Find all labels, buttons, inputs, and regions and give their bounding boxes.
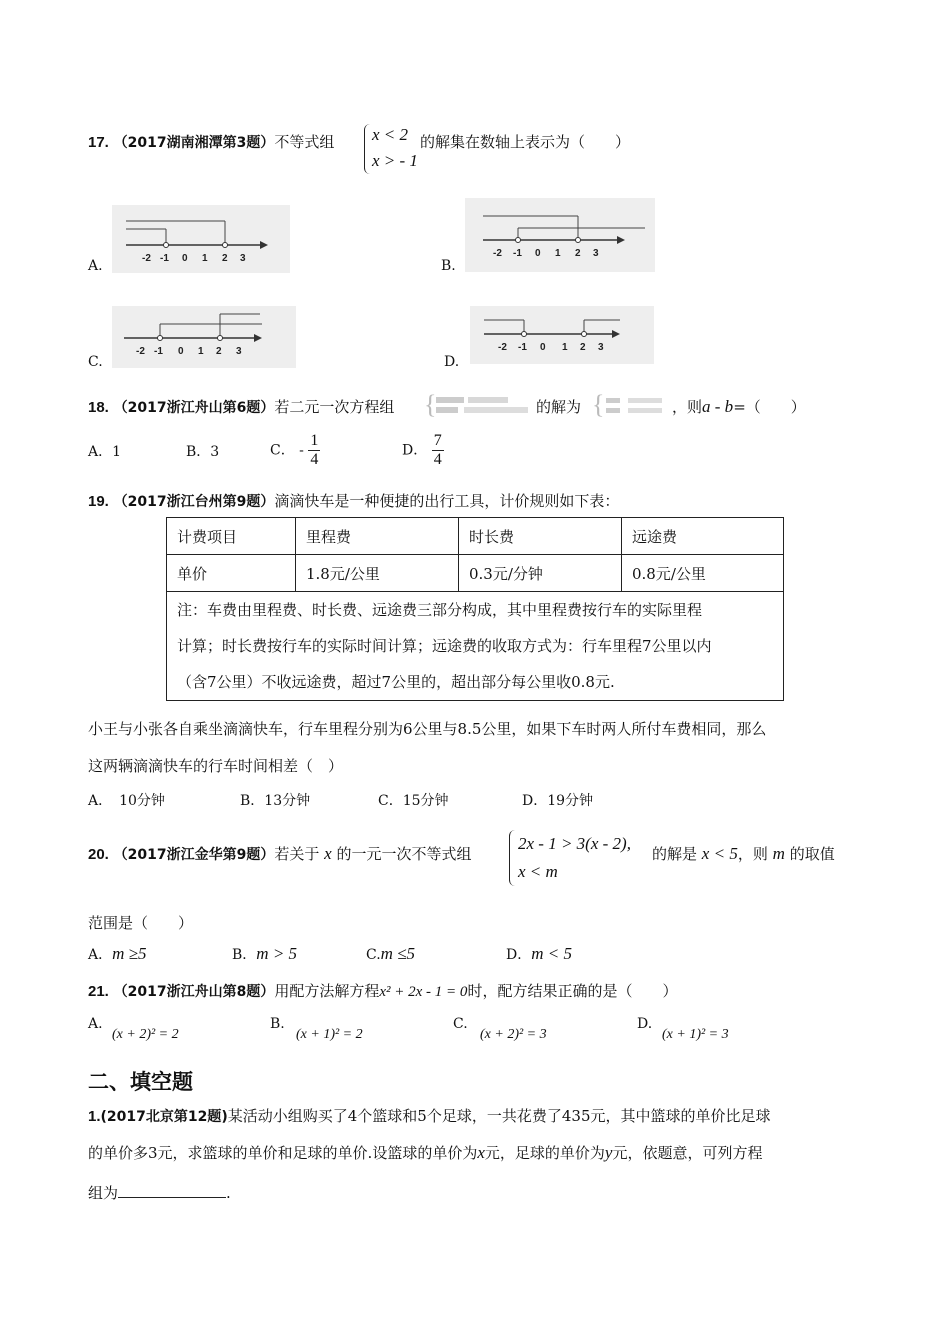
q18-mid: 的解为 [536,398,582,416]
tick-label: 3 [598,342,604,353]
q21-tail: 时，配方结果正确的是（ ） [467,982,678,1000]
q20-system-line2: x < m [518,862,558,881]
q17-number: 17. [88,134,109,151]
tick-label: 0 [178,346,184,357]
tick-label: 2 [222,253,228,264]
q18-tail-b: =（ ） [733,398,806,416]
open-dot-minus1 [164,243,169,248]
open-dot-minus1 [516,238,521,243]
q20-system-line1: 2x - 1 > 3(x - 2), [518,834,631,853]
q20-stem-b: 的一元一次不等式组 [336,845,472,863]
table-note-line: 注：车费由里程费、时长费、远途费三部分构成，其中里程费按行车的实际里程 [177,601,703,619]
numerator: 7 [433,432,442,449]
open-dot-minus1 [522,332,527,337]
q17-system-line2: x > - 1 [372,151,418,170]
fill-q1-number: 1. [88,1108,101,1125]
tick-label: -1 [518,342,527,353]
tick-label: -2 [498,342,507,353]
fill-q1-text3: 组为 [88,1184,119,1202]
q20-option-b[interactable] [232,944,297,964]
tick-label: 3 [236,346,242,357]
q18-equation-system-image [424,393,536,419]
tick-label: 3 [240,253,246,264]
q20-option-a-label: A． [88,947,113,963]
q19-stem-line [88,490,619,511]
table-header-cell: 远途费 [622,518,784,555]
q20-option-b-math: m > 5 [256,944,298,963]
fill-q1-line3 [88,1182,231,1203]
q17-option-b-label[interactable]: B. [441,258,456,274]
tick-label: 2 [580,342,586,353]
q18-option-c-fraction [308,432,320,469]
q20-tail-a: ，则 [737,845,768,863]
denominator: 4 [310,451,319,468]
tick-label: 3 [593,248,599,259]
q20-var-x: x [324,844,332,863]
q19-fee-table [166,517,784,701]
q17-option-d-label[interactable]: D. [444,354,460,370]
q17-system [372,122,418,174]
brace-glyph: { [424,393,437,419]
tick-label: 2 [575,248,581,259]
table-note-row [167,592,784,701]
q21-number: 21. [88,983,109,1000]
denominator: 4 [433,451,442,468]
q18-option-c-sign: - [299,442,304,459]
tick-label: 0 [535,248,541,259]
q18-source: （2017浙江舟山第6题） [113,400,275,416]
q20-tail [652,843,835,864]
q21-option-c-math[interactable]: (x + 2)² = 3 [480,1027,547,1042]
q20-option-a[interactable] [88,944,146,964]
tick-label: -2 [142,253,151,264]
tick-label: 0 [540,342,546,353]
table-note-line: 计算；时长费按行车的实际时间计算；远途费的收取方式为：行车里程7公里以内 [177,637,712,655]
tick-label: -1 [160,253,169,264]
axis-arrow [612,330,620,338]
q17-stem-line [88,131,334,152]
table-header-cell: 时长费 [459,518,622,555]
tick-label: 1 [202,253,208,264]
q18-option-d-label: D． [402,442,428,459]
tick-label: 1 [562,342,568,353]
q17-option-b-numberline[interactable] [465,198,655,272]
table-note-cell [167,592,784,701]
q21-option-a-math[interactable]: (x + 2)² = 2 [112,1027,179,1042]
fill-q1-answer-blank[interactable] [118,1183,226,1198]
fill-q1-source: (2017北京第12题) [100,1109,228,1125]
table-cell: 0.3元/分钟 [459,555,622,592]
q19-option-a[interactable]: A． 10分钟 [88,793,165,809]
open-dot-2 [218,336,223,341]
fill-q1-text2c: 元，依题意，可列方程 [612,1144,763,1162]
fill-q1-text2b: 元，足球的单价为 [484,1144,605,1162]
q20-tail-b: 的取值 [789,845,835,863]
tick-label: -1 [154,346,163,357]
section-title: 二、填空题 [88,1070,193,1094]
q20-option-c[interactable] [366,944,415,964]
q20-option-d-label: D． [506,947,532,963]
q21-option-c-label[interactable]: C. [453,1016,468,1032]
q20-source: （2017浙江金华第9题） [113,847,275,863]
q21-source: （2017浙江舟山第8题） [113,984,275,1000]
open-dot-2 [582,332,587,337]
axis-arrow [617,236,625,244]
q17-source: （2017湖南湘潭第3题） [113,135,275,151]
q17-system-line1: x < 2 [372,125,409,144]
q21-stem-line [88,980,677,1001]
axis-arrow [254,334,262,342]
fill-q1-var-x: x [477,1143,485,1162]
q20-option-a-math: m ≥5 [112,944,147,963]
table-header-cell: 计费项目 [167,518,296,555]
q20-number: 20. [88,846,109,863]
q21-option-a-label[interactable]: A. [88,1016,103,1032]
open-dot-minus1 [158,336,163,341]
tick-label: -1 [513,248,522,259]
tick-label: -2 [136,346,145,357]
q20-line2: 范围是（ ） [88,914,194,932]
q21-stem: 用配方法解方程 [274,982,380,1000]
q18-option-a[interactable]: A．1 [88,444,122,460]
q18-solution-image [592,393,672,419]
q20-option-d-math: m < 5 [531,944,572,963]
numerator: 1 [310,432,319,449]
table-note-line: （含7公里）不收远途费，超过7公里的，超出部分每公里收0.8元. [177,673,615,691]
q17-stem: 不等式组 [274,133,335,151]
q18-option-c[interactable] [270,432,320,469]
q21-option-d-math[interactable]: (x + 1)² = 3 [662,1027,729,1042]
q20-option-c-math: m ≤5 [380,944,416,963]
table-row [167,555,784,592]
tick-label: -2 [493,248,502,259]
q17-option-c-label[interactable]: C. [88,354,103,370]
open-dot-2 [576,238,581,243]
fill-q1-end: . [226,1184,231,1202]
q18-option-b[interactable]: B．3 [186,444,220,460]
q18-stem: 若二元一次方程组 [274,398,395,416]
fill-q1-line1 [88,1105,771,1126]
q18-option-d[interactable] [402,432,444,469]
table-cell: 1.8元/公里 [296,555,459,592]
q19-body-line2: 这两辆滴滴快车的行车时间相差（ ） [88,757,344,775]
q21-option-d-label[interactable]: D. [637,1016,653,1032]
tick-label: 1 [555,248,561,259]
q17-option-c-numberline[interactable] [112,306,296,368]
q19-option-c[interactable]: C．15分钟 [378,793,449,809]
q19-option-b[interactable]: B．13分钟 [240,793,311,809]
tick-label: 0 [182,253,188,264]
q20-mid: 的解是 [652,845,698,863]
q19-number: 19. [88,493,109,510]
q20-stem-line [88,843,472,864]
q19-source: （2017浙江台州第9题） [113,494,275,510]
q18-tail-a: ，则 [672,398,703,416]
open-dot-2 [223,243,228,248]
q18-stem-line [88,396,394,417]
table-cell: 单价 [167,555,296,592]
q21-option-b-label[interactable]: B. [270,1016,285,1032]
q20-stem-a: 若关于 [274,845,320,863]
q18-option-d-fraction [432,432,444,469]
tick-label: 1 [198,346,204,357]
fill-q1-text1: 某活动小组购买了4个篮球和5个足球，一共花费了435元，其中篮球的单价比足球 [227,1107,771,1125]
table-header-row [167,518,784,555]
q17-option-a-label[interactable]: A. [88,258,103,274]
tick-label: 2 [216,346,222,357]
q20-system [518,830,631,886]
brace-glyph: { [592,393,605,419]
q17-option-d-numberline[interactable] [470,306,654,364]
fill-q1-text2a: 的单价多3元，求篮球的单价和足球的单价.设篮球的单价为 [88,1144,478,1162]
q19-body-line1: 小王与小张各自乘坐滴滴快车，行车里程分别为6公里与8.5公里，如果下车时两人所付车费相同，那么 [88,720,767,738]
q20-solution: x < 5 [701,844,738,863]
q21-equation: x² + 2x - 1 = 0 [379,984,468,1000]
q20-option-c-label: C. [366,947,381,963]
q17-system-brace [364,124,371,174]
table-cell: 0.8元/公里 [622,555,784,592]
q17-tail: 的解集在数轴上表示为（ ） [420,133,631,151]
q20-option-b-label: B． [232,947,257,963]
q20-var-m: m [772,844,785,863]
q20-system-brace [509,830,516,886]
q17-option-a-numberline[interactable] [112,205,290,273]
q20-option-d[interactable] [506,944,572,964]
table-header-cell: 里程费 [296,518,459,555]
q18-tail [672,396,806,417]
fill-q1-var-y: y [604,1143,613,1162]
fill-q1-line2 [88,1142,762,1163]
q19-stem: 滴滴快车是一种便捷的出行工具，计价规则如下表： [274,492,620,510]
q18-option-c-label: C． [270,442,295,459]
axis-arrow [260,241,268,249]
q18-number: 18. [88,399,109,416]
q19-option-d[interactable]: D．19分钟 [522,793,594,809]
q18-expression: a - b [702,397,734,416]
q21-option-b-math[interactable]: (x + 1)² = 2 [296,1027,363,1042]
